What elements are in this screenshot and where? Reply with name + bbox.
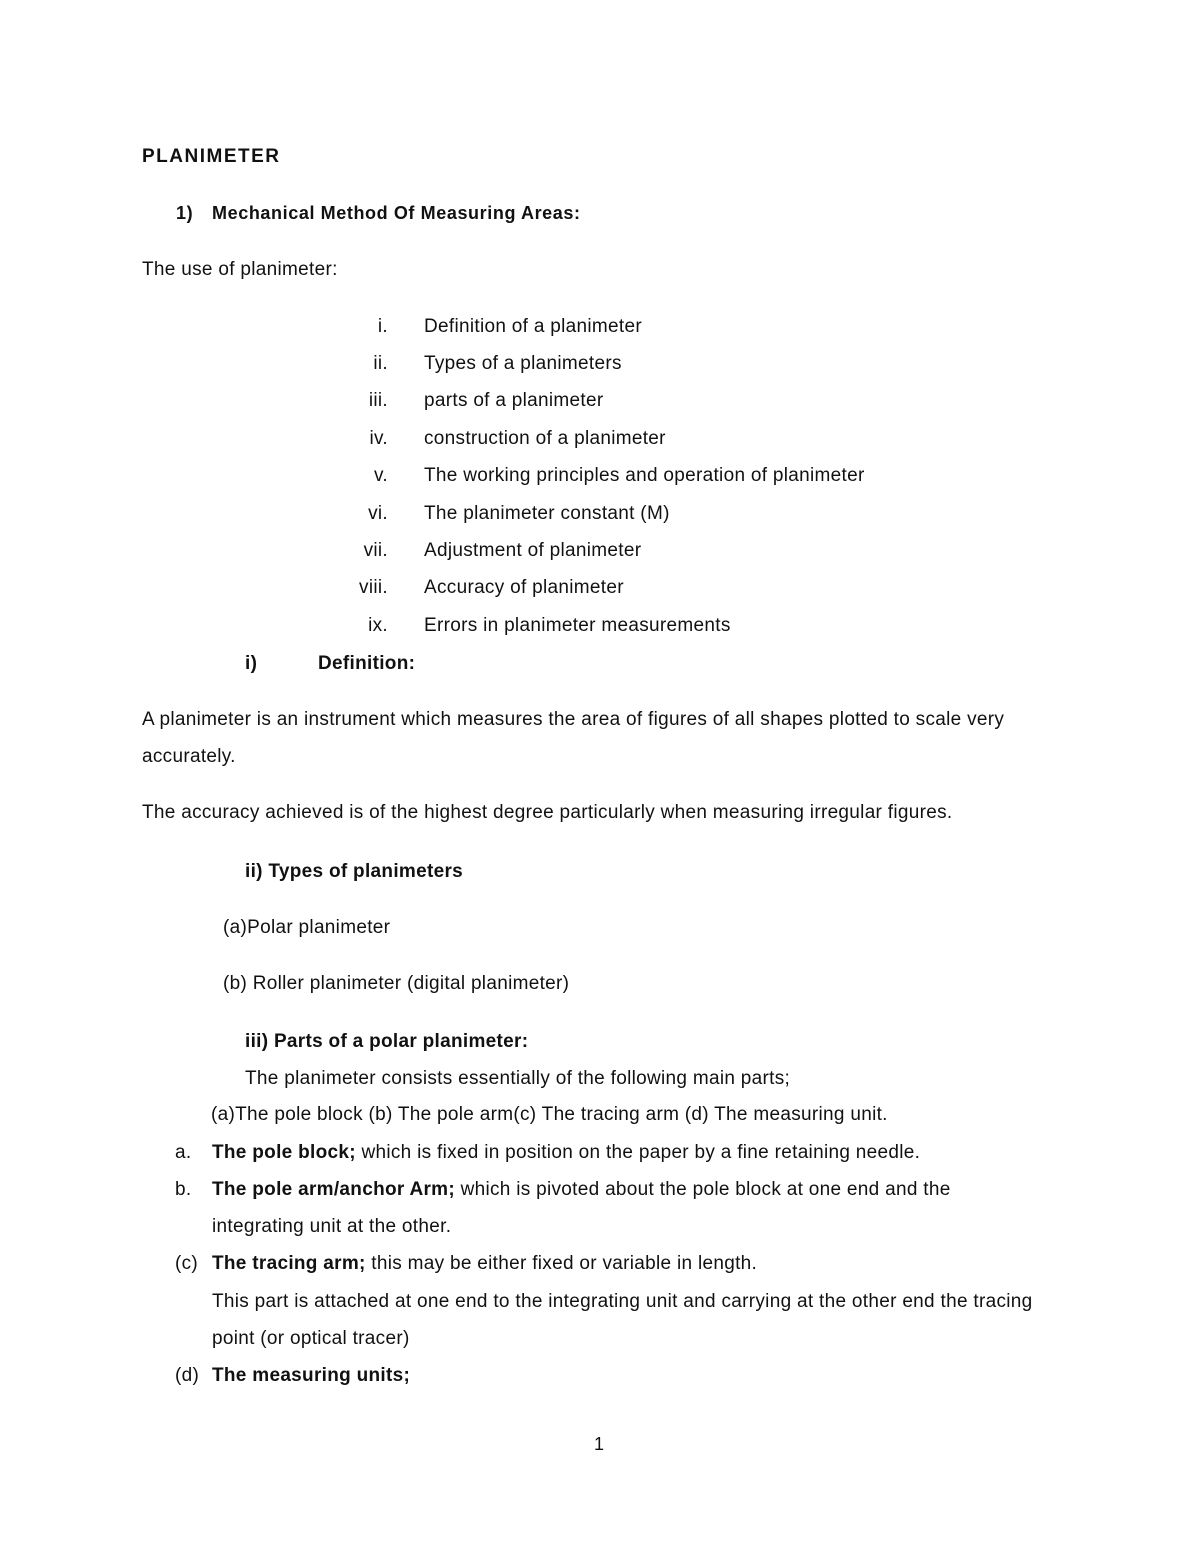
outline-num: v. [374,465,388,486]
definition-heading: Definition: [318,653,416,674]
parts-item-continuation: This part is attached at one end to the integrating unit and carrying at the other end the tracing [212,1291,1033,1312]
outline-num: ii. [373,353,388,374]
document-title: PLANIMETER [142,146,281,167]
outline-num: i. [377,316,388,337]
types-heading: ii) Types of planimeters [245,861,464,882]
parts-item [212,1143,920,1162]
outline-item: The working principles and operation of planimeter [424,465,865,486]
section-number: 1) [176,203,194,223]
parts-item-marker: a. [175,1142,192,1163]
outline-num: iii. [368,390,388,411]
parts-item-term: The pole block; [212,1142,356,1163]
types-item: (b) Roller planimeter (digital planimeter) [223,973,570,994]
outline-num: viii. [359,577,388,598]
intro-text: The use of planimeter: [142,259,338,280]
outline-num: iv. [369,428,388,449]
outline-item: construction of a planimeter [424,428,666,449]
outline-num: vii. [363,540,388,561]
parts-item-term: The pole arm/anchor Arm; [212,1179,455,1200]
outline-item: Errors in planimeter measurements [424,615,731,636]
parts-item-marker: (d) [175,1365,200,1386]
parts-item [212,1180,951,1199]
parts-item [212,1254,757,1273]
outline-item: Adjustment of planimeter [424,540,642,561]
outline-item: parts of a planimeter [424,390,604,411]
parts-item-marker: b. [175,1179,192,1200]
parts-item-continuation: integrating unit at the other. [212,1216,452,1237]
parts-item-term: The measuring units; [212,1365,411,1386]
definition-number: i) [245,653,258,674]
outline-item: Definition of a planimeter [424,316,642,337]
definition-paragraph-line: A planimeter is an instrument which measures the area of figures of all shapes plotted to scale very [142,709,1005,730]
parts-item-term: The tracing arm; [212,1253,366,1274]
parts-heading: iii) Parts of a polar planimeter: [245,1031,529,1052]
parts-item-marker: (c) [175,1253,199,1274]
definition-paragraph-line: accurately. [142,746,236,767]
parts-item-text: this may be either fixed or variable in length. [365,1253,758,1274]
section-heading: Mechanical Method Of Measuring Areas: [212,203,581,223]
outline-num: ix. [368,615,388,636]
types-item: (a)Polar planimeter [223,917,391,938]
page-number: 1 [594,1434,605,1454]
parts-item-continuation: point (or optical tracer) [212,1328,410,1349]
parts-item-text: which is fixed in position on the paper by a fine retaining needle. [355,1142,921,1163]
outline-item: The planimeter constant (M) [424,503,670,524]
parts-summary: (a)The pole block (b) The pole arm(c) The tracing arm (d) The measuring unit. [211,1104,888,1125]
outline-num: vi. [368,503,388,524]
outline-item: Types of a planimeters [424,353,622,374]
accuracy-paragraph: The accuracy achieved is of the highest degree particularly when measuring irregular figures. [142,802,953,823]
parts-item-text: which is pivoted about the pole block at one end and the [454,1179,951,1200]
outline-item: Accuracy of planimeter [424,577,624,598]
parts-intro: The planimeter consists essentially of the following main parts; [245,1068,791,1089]
